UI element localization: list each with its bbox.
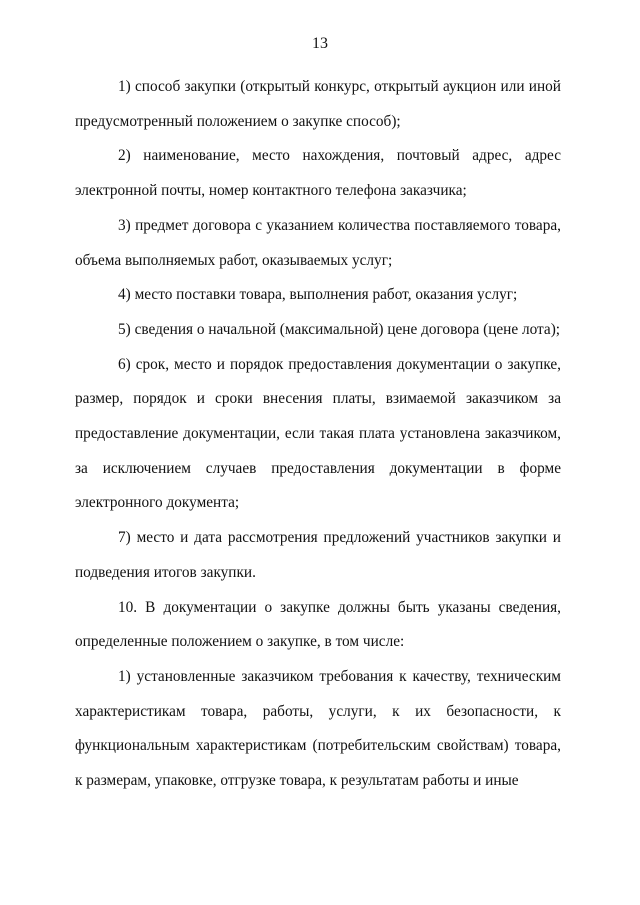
list-item-documentation-procedure: 6) срок, место и порядок предоставления документации о закупке, размер, порядок и сроки внесения платы, взимаемой заказчиком за предоставление документации, если такая плата установлена заказчиком, за исключением случаев предоставления документации в форме электронного документа; [75, 355, 561, 512]
list-item-delivery-place: 4) место поставки товара, выполнения работ, оказания услуг; [118, 286, 518, 304]
list-item-quality-requirements: 1) установленные заказчиком требования к качеству, техническим характеристикам товара, работы, услуги, к их безопасности, к функциональным характеристикам (потребительским свойствам) товара, к размерам, упаковке, отгрузке товара, к результатам работы и иные [75, 667, 561, 790]
list-item-procurement-method: 1) способ закупки (открытый конкурс, открытый аукцион или иной предусмотренный положением о закупке способ); [75, 78, 561, 130]
list-item-review-date: 7) место и дата рассмотрения предложений участников закупки и подведения итогов закупки. [75, 529, 561, 581]
list-item-contract-subject: 3) предмет договора с указанием количества поставляемого товара, объема выполняемых работ, оказываемых услуг; [75, 216, 561, 269]
document-body [75, 70, 561, 799]
page-number: 13 [312, 35, 328, 52]
list-item-customer-details: 2) наименование, место нахождения, почтовый адрес, адрес электронной почты, номер контактного телефона заказчика; [75, 147, 561, 200]
section-10-intro: 10. В документации о закупке должны быть указаны сведения, определенные положением о закупке, в том числе: [75, 598, 561, 651]
list-item-initial-price: 5) сведения о начальной (максимальной) цене договора (цене лота); [118, 320, 561, 338]
